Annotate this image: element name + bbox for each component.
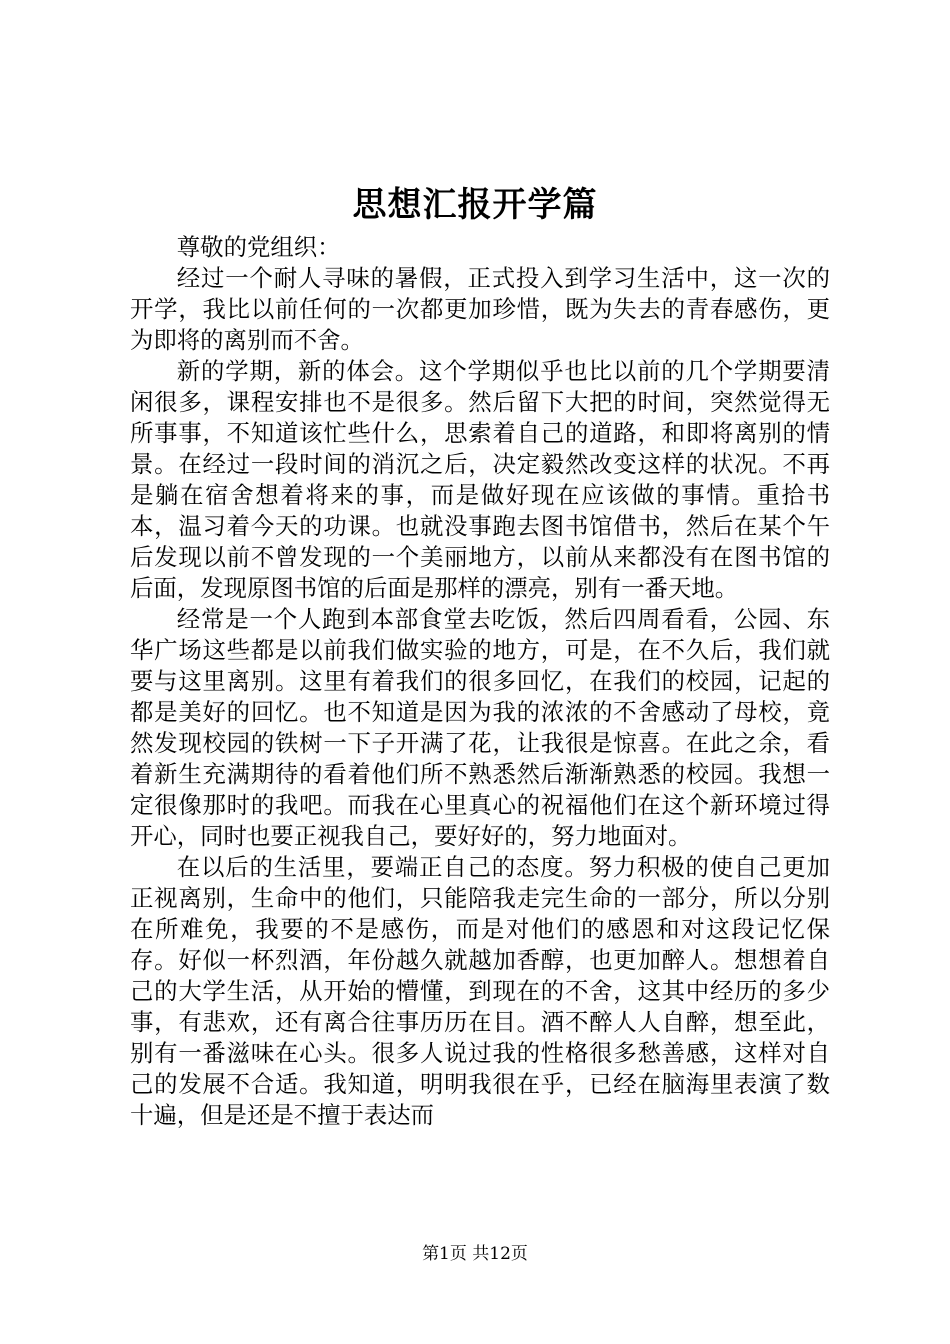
page-number-footer: 第1页 共12页 xyxy=(422,1244,528,1264)
paragraph-3: 经常是一个人跑到本部食堂去吃饭，然后四周看看，公园、东华广场这些都是以前我们做实验的地方，可是，在不久后，我们就要与这里离别。这里有着我们的很多回忆，在我们的校园，记起的都是美好的回忆。也不知道是因为我的浓浓的不舍感动了母校，竟然发现校园的铁树一下子开满了花，让我很是惊喜。在此之余，看着新生充满期待的看着他们所不熟悉然后渐渐熟悉的校园。我想一定很像那时的我吧。而我在心里真心的祝福他们在这个新环境过得开心，同时也要正视我自己，要好好的，努力地面对。 xyxy=(130,605,830,850)
paragraph-2: 新的学期，新的体会。这个学期似乎也比以前的几个学期要清闲很多，课程安排也不是很多。然后留下大把的时间，突然觉得无所事事，不知道该忙些什么，思索着自己的道路，和即将离别的情景。在经过一段时间的消沉之后，决定毅然改变这样的状况。不再是躺在宿舍想着将来的事，而是做好现在应该做的事情。重拾书本，温习着今天的功课。也就没事跑去图书馆借书，然后在某个午后发现以前不曾发现的一个美丽地方，以前从来都没有在图书馆的后面，发现原图书馆的后面是那样的漂亮，别有一番天地。 xyxy=(130,357,830,602)
paragraph-1: 经过一个耐人寻味的暑假，正式投入到学习生活中，这一次的开学，我比以前任何的一次都更加珍惜，既为失去的青春感伤，更为即将的离别而不舍。 xyxy=(130,264,830,354)
salutation: 尊敬的党组织： xyxy=(176,233,341,261)
document-title: 思想汇报开学篇 xyxy=(352,185,598,225)
document-body xyxy=(130,232,830,1131)
paragraph-4: 在以后的生活里，要端正自己的态度。努力积极的使自己更加正视离别，生命中的他们，只能陪我走完生命的一部分，所以分别在所难免，我要的不是感伤，而是对他们的感恩和对这段记忆保存。好似一杯烈酒，年份越久就越加香醇，也更加醉人。想想着自己的大学生活，从开始的懵懂，到现在的不舍，这其中经历的多少事，有悲欢，还有离合往事历历在目。酒不醉人人自醉，想至此，别有一番滋味在心头。很多人说过我的性格很多愁善感，这样对自己的发展不合适。我知道，明明我很在乎，已经在脑海里表演了数十遍，但是还是不擅于表达而 xyxy=(130,853,830,1129)
